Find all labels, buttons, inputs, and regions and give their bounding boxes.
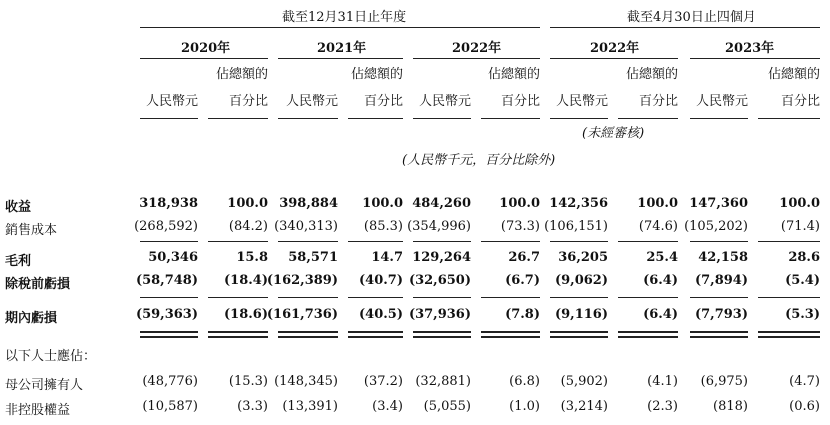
table-cell: (6.4) xyxy=(643,307,678,322)
rule-line xyxy=(690,297,748,298)
rule-line xyxy=(481,241,540,242)
rule-line xyxy=(348,336,403,338)
rule-line xyxy=(550,331,608,333)
row-label: 以下人士應佔： xyxy=(5,349,97,364)
rule-line xyxy=(140,336,198,338)
col-underline xyxy=(690,118,748,119)
table-cell: (73.3) xyxy=(500,219,540,234)
rule-line xyxy=(413,336,471,338)
column-header-rmb: 人民幣元 xyxy=(145,94,198,109)
rule-line xyxy=(140,241,198,242)
rule-line xyxy=(690,331,748,333)
rule-line xyxy=(413,331,471,333)
table-cell: 25.4 xyxy=(646,250,678,265)
col-underline xyxy=(550,118,608,119)
rule-line xyxy=(618,241,678,242)
table-cell: (9,116) xyxy=(554,307,608,322)
column-header-percentage xyxy=(626,66,678,110)
row-label: 毛利 xyxy=(5,254,32,269)
column-header-percentage-line2: 百分比 xyxy=(500,94,540,109)
rule-line xyxy=(690,241,748,242)
col-underline xyxy=(278,118,338,119)
row-label: 銷售成本 xyxy=(5,223,58,238)
rule-line xyxy=(618,336,678,338)
table-cell: (32,650) xyxy=(408,273,471,288)
table-cell: (18.6) xyxy=(224,307,268,322)
col-underline xyxy=(208,118,268,119)
table-cell: (15.3) xyxy=(228,374,268,389)
rule-line xyxy=(618,331,678,333)
table-cell: (2.3) xyxy=(647,399,678,414)
col-underline xyxy=(758,118,820,119)
table-cell: 100.0 xyxy=(499,196,540,211)
table-cell: 129,264 xyxy=(412,250,471,265)
table-cell: (5.4) xyxy=(785,273,820,288)
year-label-2023-period: 2023年 xyxy=(725,41,775,56)
table-cell: (105,202) xyxy=(684,219,748,234)
rule-line xyxy=(550,336,608,338)
year-underline xyxy=(278,58,403,59)
table-cell: (161,736) xyxy=(266,307,338,322)
rule-line xyxy=(758,336,820,338)
table-cell: (37.2) xyxy=(363,374,403,389)
rule-line xyxy=(550,297,608,298)
rule-line xyxy=(140,331,198,333)
table-cell: 14.7 xyxy=(371,250,403,265)
column-header-rmb: 人民幣元 xyxy=(555,94,608,109)
table-cell: 50,346 xyxy=(148,250,198,265)
column-header-percentage-line2: 百分比 xyxy=(363,94,403,109)
row-label: 非控股權益 xyxy=(5,403,71,418)
table-cell: (7,894) xyxy=(694,273,748,288)
column-header-percentage xyxy=(488,66,540,110)
rule-line xyxy=(208,331,268,333)
column-header-rmb: 人民幣元 xyxy=(285,94,338,109)
column-header-percentage-line1: 佔總額的 xyxy=(215,67,268,82)
table-cell: (340,313) xyxy=(274,219,338,234)
rule-line xyxy=(758,241,820,242)
rule-line xyxy=(278,331,338,333)
rule-line xyxy=(278,336,338,338)
rule-line xyxy=(550,241,608,242)
column-header-percentage-line1: 佔總額的 xyxy=(487,67,540,82)
rule-line xyxy=(481,336,540,338)
table-cell: 100.0 xyxy=(362,196,403,211)
column-header-percentage xyxy=(351,66,403,110)
table-cell: 147,360 xyxy=(689,196,748,211)
column-header-rmb: 人民幣元 xyxy=(695,94,748,109)
row-label: 除稅前虧損 xyxy=(5,277,71,292)
table-cell: (3.3) xyxy=(237,399,268,414)
table-cell: (6,975) xyxy=(700,374,748,389)
rule-line xyxy=(278,297,338,298)
col-underline xyxy=(413,118,471,119)
rule-line xyxy=(413,297,471,298)
year-underline xyxy=(550,58,678,59)
table-cell: (10,587) xyxy=(142,399,198,414)
table-cell: (84.2) xyxy=(228,219,268,234)
table-cell: (32,881) xyxy=(415,374,471,389)
table-cell: (4.7) xyxy=(789,374,820,389)
row-label: 母公司擁有人 xyxy=(5,378,84,393)
table-cell: (18.4) xyxy=(224,273,268,288)
table-cell: (13,391) xyxy=(282,399,338,414)
rule-line xyxy=(208,336,268,338)
col-underline xyxy=(348,118,403,119)
table-cell: (5,055) xyxy=(423,399,471,414)
table-cell: (6.4) xyxy=(643,273,678,288)
table-cell: 142,356 xyxy=(549,196,608,211)
group-underline-period xyxy=(550,27,820,28)
table-cell: (48,776) xyxy=(142,374,198,389)
table-cell: (58,748) xyxy=(135,273,198,288)
rule-line xyxy=(690,336,748,338)
table-cell: 398,884 xyxy=(279,196,338,211)
column-header-percentage-line1: 佔總額的 xyxy=(350,67,403,82)
rule-line xyxy=(758,297,820,298)
rule-line xyxy=(481,297,540,298)
group-underline-year xyxy=(140,27,540,28)
table-cell: (40.5) xyxy=(359,307,403,322)
table-cell: (37,936) xyxy=(408,307,471,322)
table-cell: 42,158 xyxy=(698,250,748,265)
table-cell: (74.6) xyxy=(638,219,678,234)
rule-line xyxy=(348,331,403,333)
rule-line xyxy=(208,241,268,242)
column-header-percentage xyxy=(216,66,268,110)
table-cell: (818) xyxy=(713,399,748,414)
rule-line xyxy=(140,297,198,298)
table-cell: (354,996) xyxy=(407,219,471,234)
table-cell: (7.8) xyxy=(505,307,540,322)
col-underline xyxy=(140,118,198,119)
rule-line xyxy=(348,241,403,242)
year-underline xyxy=(140,58,268,59)
table-cell: 484,260 xyxy=(412,196,471,211)
rule-line xyxy=(481,331,540,333)
table-cell: (4.1) xyxy=(647,374,678,389)
table-cell: 100.0 xyxy=(227,196,268,211)
column-header-percentage-line2: 百分比 xyxy=(228,94,268,109)
table-cell: (9,062) xyxy=(554,273,608,288)
table-cell: (0.6) xyxy=(789,399,820,414)
rule-line xyxy=(618,297,678,298)
rule-line xyxy=(208,297,268,298)
row-label: 收益 xyxy=(5,200,32,215)
unaudited-note: (未經審核) xyxy=(582,126,645,141)
table-cell: (162,389) xyxy=(266,273,338,288)
rule-line xyxy=(758,331,820,333)
table-cell: 58,571 xyxy=(288,250,338,265)
table-cell: (5.3) xyxy=(785,307,820,322)
unit-note: (人民幣千元，百分比除外) xyxy=(402,153,556,168)
column-header-percentage-line2: 百分比 xyxy=(638,94,678,109)
table-cell: 26.7 xyxy=(508,250,540,265)
column-header-percentage-line1: 佔總額的 xyxy=(767,67,820,82)
column-header-percentage-line2: 百分比 xyxy=(780,94,820,109)
column-header-percentage xyxy=(768,66,820,110)
table-cell: 318,938 xyxy=(139,196,198,211)
table-cell: 100.0 xyxy=(637,196,678,211)
year-label-2021: 2021年 xyxy=(317,41,367,56)
column-header-rmb: 人民幣元 xyxy=(418,94,471,109)
table-cell: (5,902) xyxy=(560,374,608,389)
table-cell: (106,151) xyxy=(544,219,608,234)
table-cell: (268,592) xyxy=(134,219,198,234)
table-cell: (3,214) xyxy=(560,399,608,414)
table-cell: 28.6 xyxy=(788,250,820,265)
group-header-year-ended: 截至12月31日止年度 xyxy=(282,10,407,25)
col-underline xyxy=(481,118,540,119)
year-label-2022-period: 2022年 xyxy=(590,41,640,56)
table-cell: (6.7) xyxy=(505,273,540,288)
col-underline xyxy=(618,118,678,119)
table-cell: (40.7) xyxy=(359,273,403,288)
table-cell: (1.0) xyxy=(509,399,540,414)
table-cell: 15.8 xyxy=(236,250,268,265)
rule-line xyxy=(348,297,403,298)
column-header-percentage-line1: 佔總額的 xyxy=(625,67,678,82)
rule-line xyxy=(278,241,338,242)
table-cell: 36,205 xyxy=(558,250,608,265)
table-cell: 100.0 xyxy=(779,196,820,211)
table-cell: (59,363) xyxy=(135,307,198,322)
year-label-2020: 2020年 xyxy=(181,41,231,56)
group-header-four-months: 截至4月30日止四個月 xyxy=(627,10,756,25)
year-label-2022: 2022年 xyxy=(452,41,502,56)
year-underline xyxy=(690,58,820,59)
table-cell: (85.3) xyxy=(363,219,403,234)
table-cell: (71.4) xyxy=(780,219,820,234)
rule-line xyxy=(413,241,471,242)
table-cell: (7,793) xyxy=(694,307,748,322)
year-underline xyxy=(413,58,540,59)
table-cell: (6.8) xyxy=(509,374,540,389)
row-label: 期內虧損 xyxy=(5,311,58,326)
table-cell: (148,345) xyxy=(274,374,338,389)
table-cell: (3.4) xyxy=(372,399,403,414)
